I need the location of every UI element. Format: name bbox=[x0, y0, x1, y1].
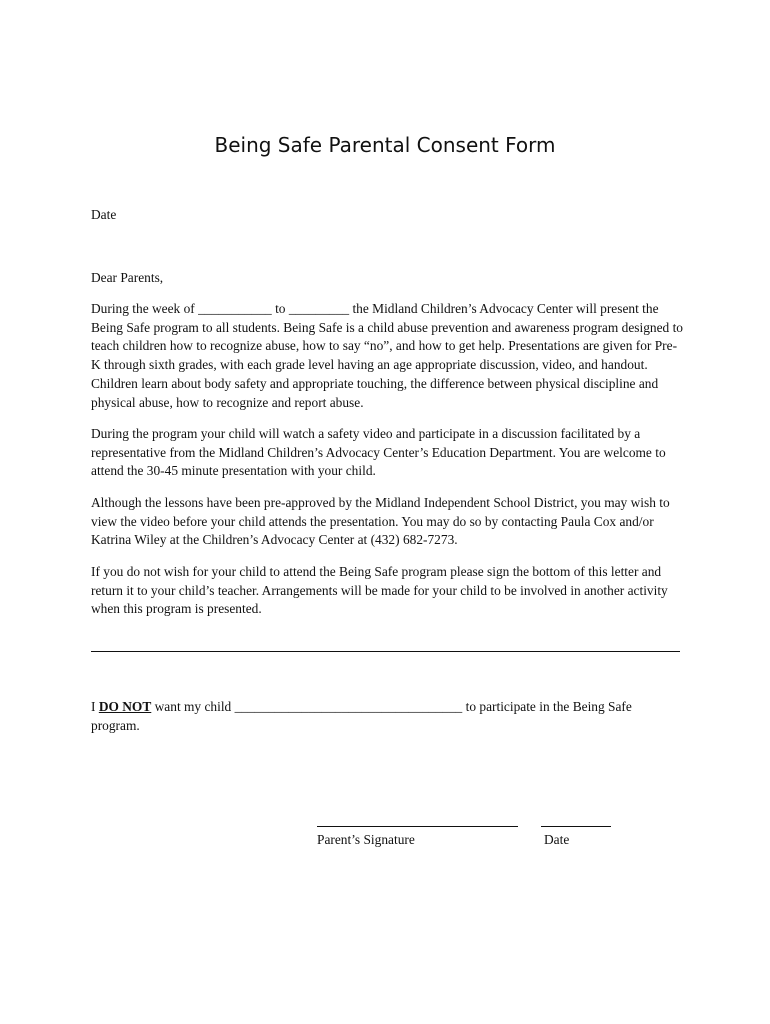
paragraph-program-intro: During the week of ___________ to _________ the Midland Children’s Advocacy Center will present the Being Safe program to all students. Being Safe is a child abuse prevention and awareness program designed to teach children how to recognize abuse, how to say “no”, and how to get help. Presentations are given for Pre-K through sixth grades, with each grade level having an age appropriate discussion, video, and handout. Children learn about body safety and appropriate touching, the difference between physical discipline and physical abuse, how to recognize and report abuse. bbox=[91, 301, 684, 410]
page-title: Being Safe Parental Consent Form bbox=[214, 133, 556, 157]
child-name-blank[interactable]: want my child __________________________________ bbox=[154, 699, 463, 714]
paragraph-preview-contact: Although the lessons have been pre-approved by the Midland Independent School District, you may wish to view the video before your child attends the presentation. You may do so by contacting Paula Cox and/or Katrina Wiley at the Children’s Advocacy Center at (432) 682-7273. bbox=[91, 495, 670, 548]
parent-signature-line[interactable] bbox=[317, 826, 518, 827]
salutation: Dear Parents, bbox=[91, 270, 164, 285]
paragraph-opt-out-instructions: If you do not wish for your child to attend the Being Safe program please sign the bottom of this letter and return it to your child’s teacher. Arrangements will be made for your child to be involved in another activity when this program is presented. bbox=[91, 564, 668, 617]
date-label: Date bbox=[91, 207, 117, 222]
cut-line-divider bbox=[91, 651, 680, 652]
opt-out-statement bbox=[91, 698, 683, 735]
signature-date-label: Date bbox=[544, 832, 570, 847]
opt-out-prefix: I bbox=[91, 699, 96, 714]
opt-out-suffix: to participate in the Being Safe program. bbox=[91, 699, 632, 733]
paragraph-program-details: During the program your child will watch a safety video and participate in a discussion facilitated by a representative from the Midland Children’s Advocacy Center’s Education Department. You are welcome to attend the 30-45 minute presentation with your child. bbox=[91, 426, 666, 479]
do-not-emphasis: DO NOT bbox=[98, 699, 152, 714]
signature-date-line[interactable] bbox=[541, 826, 611, 827]
parent-signature-label: Parent’s Signature bbox=[317, 832, 415, 847]
